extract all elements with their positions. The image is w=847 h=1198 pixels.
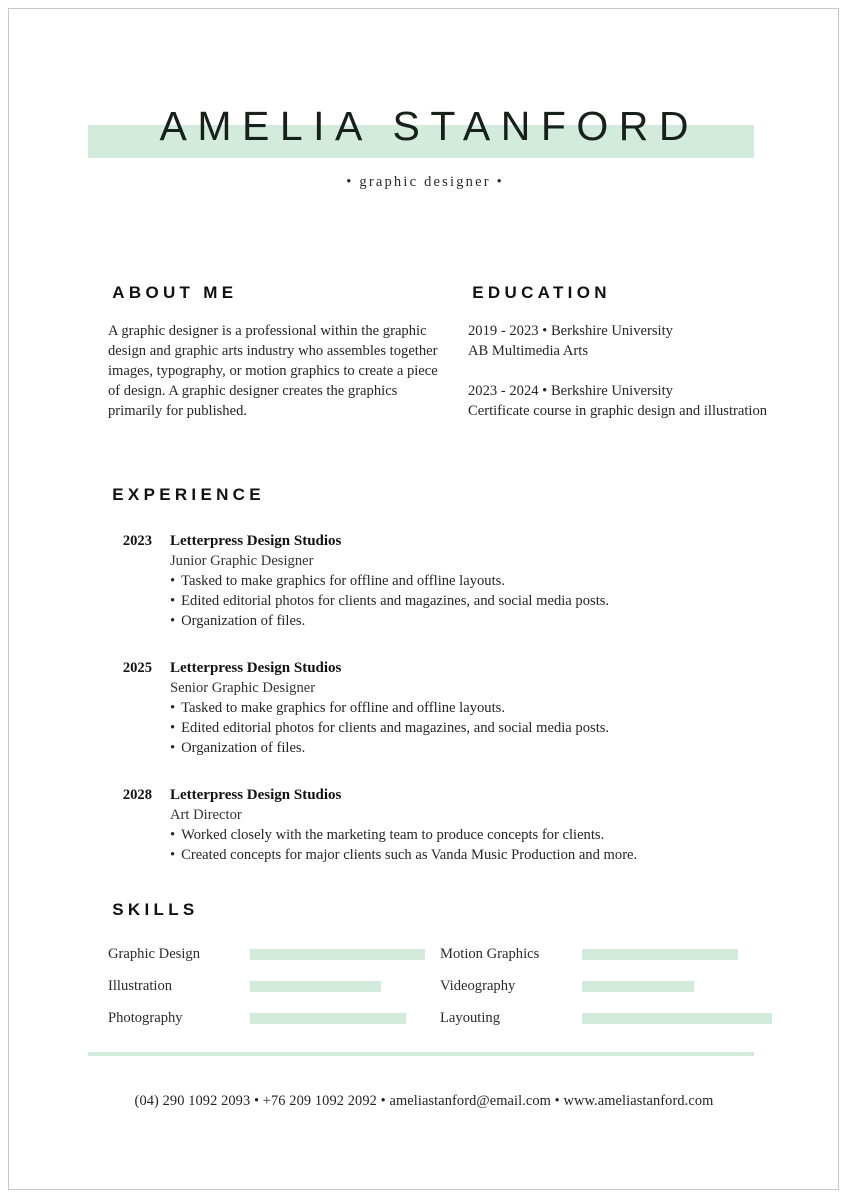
experience-section: [108, 485, 748, 865]
experience-company: Letterpress Design Studios: [170, 660, 342, 676]
skill-label: Layouting: [440, 1010, 500, 1026]
experience-bullet: • Organization of files.: [170, 738, 748, 758]
skills-section: [108, 900, 768, 1026]
skill-row: [108, 978, 440, 994]
candidate-name: AMELIA STANFORD: [159, 103, 699, 149]
education-entry-program: AB Multimedia Arts: [468, 343, 588, 359]
skill-label: Videography: [440, 978, 516, 994]
skills-grid: [108, 946, 768, 1026]
skill-bar-track: [250, 1013, 440, 1024]
skill-bar-fill: [250, 1013, 406, 1024]
experience-bullet-list: [170, 698, 748, 758]
experience-bullet-list: [170, 571, 748, 631]
footer-contact-line: (04) 290 1092 2093 • +76 209 1092 2092 • ameliastanford@email.com • www.ameliastanford.com: [134, 1093, 714, 1109]
skill-row: [440, 946, 772, 962]
skill-row: [440, 978, 772, 994]
about-me-heading: ABOUT ME: [112, 283, 238, 302]
skill-bar-track: [250, 949, 440, 960]
skill-row: [108, 946, 440, 962]
experience-item: [108, 785, 748, 865]
skill-bar-track: [582, 949, 772, 960]
experience-year: 2023: [122, 533, 152, 549]
experience-role: Junior Graphic Designer: [170, 553, 314, 569]
experience-details: [170, 785, 748, 865]
experience-bullet: • Worked closely with the marketing team to produce concepts for clients.: [170, 825, 748, 845]
skills-heading: SKILLS: [112, 900, 199, 919]
education-heading: EDUCATION: [472, 283, 611, 302]
experience-bullet: • Organization of files.: [170, 611, 748, 631]
experience-year: 2028: [122, 787, 152, 803]
skill-bar-track: [250, 981, 440, 992]
experience-company: Letterpress Design Studios: [170, 533, 342, 549]
skill-bar-fill: [250, 949, 425, 960]
experience-heading: EXPERIENCE: [112, 485, 265, 504]
skill-bar-fill: [250, 981, 381, 992]
education-entry-school: 2019 - 2023 • Berkshire University: [468, 323, 673, 339]
education-entry: [468, 321, 768, 361]
experience-item: [108, 531, 748, 631]
experience-bullet: • Created concepts for major clients such as Vanda Music Production and more.: [170, 845, 748, 865]
skill-row: [108, 1010, 440, 1026]
skill-bar-track: [582, 981, 772, 992]
skill-bar-fill: [582, 1013, 772, 1024]
education-entry-program: Certificate course in graphic design and illustration: [468, 403, 768, 419]
footer-divider: [88, 1052, 754, 1056]
skill-bar-fill: [582, 949, 738, 960]
skill-label: Photography: [108, 1010, 183, 1026]
experience-bullet-list: [170, 825, 748, 865]
experience-details: [170, 658, 748, 758]
experience-company: Letterpress Design Studios: [170, 787, 342, 803]
experience-item: [108, 658, 748, 758]
skill-label: Illustration: [108, 978, 173, 994]
experience-bullet: • Edited editorial photos for clients and magazines, and social media posts.: [170, 591, 748, 611]
experience-details: [170, 531, 748, 631]
experience-bullet: • Edited editorial photos for clients and magazines, and social media posts.: [170, 718, 748, 738]
education-section: [468, 283, 768, 421]
experience-role: Art Director: [170, 807, 242, 823]
skill-bar-track: [582, 1013, 772, 1024]
experience-year: 2025: [122, 660, 152, 676]
experience-list: [108, 531, 748, 865]
education-entry-school: 2023 - 2024 • Berkshire University: [468, 383, 673, 399]
candidate-job-title: • graphic designer •: [346, 174, 504, 190]
resume-content: [88, 0, 768, 1198]
experience-bullet: • Tasked to make graphics for offline and offline layouts.: [170, 571, 748, 591]
experience-role: Senior Graphic Designer: [170, 680, 316, 696]
skill-label: Motion Graphics: [440, 946, 540, 962]
skill-label: Graphic Design: [108, 946, 200, 962]
education-entry: [468, 381, 768, 421]
skill-bar-fill: [582, 981, 694, 992]
about-me-section: [108, 283, 438, 421]
about-me-paragraph: A graphic designer is a professional within the graphic design and graphic arts industry who assembles together images, typography, or motion graphics to create a piece of design. A graphic designer creates the graphics primarily for published.: [108, 323, 438, 419]
skill-row: [440, 1010, 772, 1026]
experience-bullet: • Tasked to make graphics for offline and offline layouts.: [170, 698, 748, 718]
